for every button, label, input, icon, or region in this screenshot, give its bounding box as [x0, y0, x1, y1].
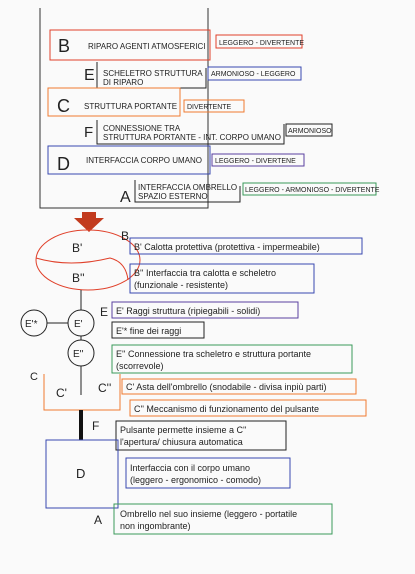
- title-E-line2: DI RIPARO: [103, 78, 144, 87]
- props-F: ARMONIOSO: [288, 128, 332, 135]
- node-B2: B'': [72, 271, 85, 285]
- letter-B-bottom: B: [121, 229, 130, 243]
- desc-F-line2: l'apertura/ chiusura automatica: [120, 437, 243, 447]
- letter-D-bottom: D: [76, 466, 86, 481]
- desc-D-line2: (leggero - ergonomico - comodo): [130, 475, 262, 485]
- desc-B1: B' Calotta protettiva (protettiva - impermeabile): [134, 242, 320, 252]
- node-E1: E': [74, 319, 83, 330]
- desc-B2-line2: (funzionale - resistente): [134, 280, 229, 290]
- node-B1: B': [72, 241, 83, 255]
- title-F-line1: CONNESSIONE TRA: [103, 124, 181, 133]
- desc-F-line1: Pulsante permette insieme a C'': [120, 425, 247, 435]
- node-E2: E'': [73, 349, 84, 360]
- bottom-diagram: [21, 229, 366, 534]
- letter-C-bottom: C: [30, 371, 38, 383]
- desc-C2: C'' Meccanismo di funzionamento del pulsante: [134, 404, 320, 414]
- down-arrow-icon: [74, 212, 104, 232]
- props-A: LEGGERO - ARMONIOSO - DIVERTENTE: [245, 187, 380, 194]
- letter-A: A: [120, 189, 131, 206]
- node-C1: C': [56, 386, 67, 400]
- title-E-line1: SCHELETRO STRUTTURA: [103, 69, 203, 78]
- props-D: LEGGERO - DIVERTENE: [215, 158, 296, 165]
- letter-A-bottom: A: [94, 513, 103, 527]
- desc-B2-line1: B'' Interfaccia tra calotta e scheletro: [134, 268, 277, 278]
- letter-B: B: [58, 36, 71, 56]
- desc-E2-line2: (scorrevole): [116, 361, 164, 371]
- desc-Estar: E'* fine dei raggi: [116, 326, 182, 336]
- title-B: RIPARO AGENTI ATMOSFERICI: [88, 42, 206, 51]
- letter-D: D: [57, 154, 70, 174]
- letter-E: E: [84, 67, 95, 84]
- desc-A-line1: Ombrello nel suo insieme (leggero - portatile: [120, 509, 298, 519]
- desc-E2-line1: E'' Connessione tra scheletro e struttura portante: [116, 349, 312, 359]
- title-C: STRUTTURA PORTANTE: [84, 102, 178, 111]
- node-Estar: E'*: [25, 319, 38, 330]
- title-A-line1: INTERFACCIA OMBRELLO: [138, 183, 238, 192]
- desc-C1: C' Asta dell'ombrello (snodabile - divisa inpiù parti): [126, 382, 327, 392]
- desc-A-line2: non ingombrante): [120, 521, 191, 531]
- letter-F-bottom: F: [92, 419, 100, 433]
- desc-E1: E' Raggi struttura (ripiegabili - solidi): [116, 306, 261, 316]
- node-C2: C'': [98, 381, 112, 395]
- desc-D-line1: Interfaccia con il corpo umano: [130, 463, 251, 473]
- title-A-line2: SPAZIO ESTERNO: [138, 192, 208, 201]
- letter-E-bottom: E: [100, 305, 109, 319]
- title-D: INTERFACCIA CORPO UMANO: [86, 156, 203, 165]
- title-F-line2: STRUTTURA PORTANTE - INT. CORPO UMANO: [103, 133, 281, 142]
- props-B: LEGGERO - DIVERTENTE: [219, 40, 305, 47]
- letter-C: C: [57, 96, 70, 116]
- letter-F: F: [84, 124, 94, 141]
- top-hierarchy: [40, 8, 380, 208]
- props-E: ARMONIOSO - LEGGERO: [211, 71, 296, 78]
- props-C: DIVERTENTE: [187, 104, 232, 111]
